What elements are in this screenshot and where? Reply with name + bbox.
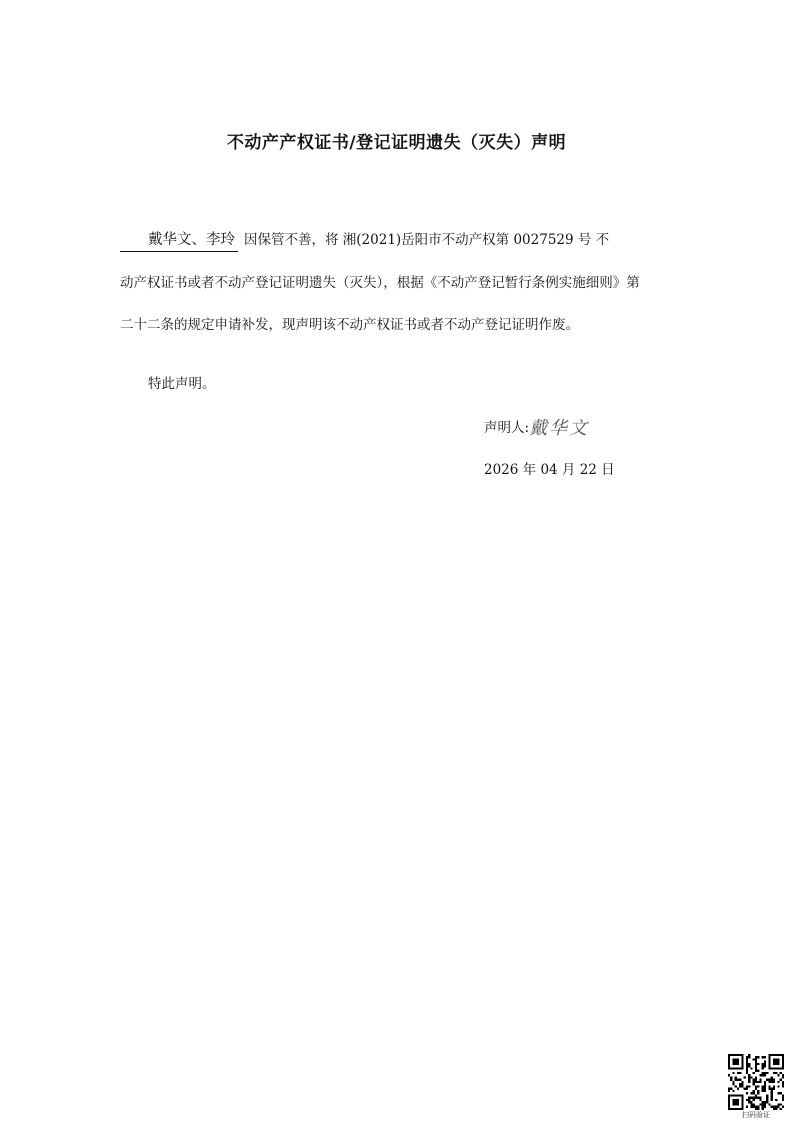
statement-line-2: 动产权证书或者不动产登记证明遗失（灭失），根据《不动产登记暂行条例实施细则》第 (120, 275, 640, 291)
document-title: 不动产产权证书/登记证明遗失（灭失）声明 (226, 133, 567, 153)
statement-line-1-text: 因保管不善，将 湘(2021)岳阳市不动产权第 0027529 号 不 (244, 232, 610, 248)
declarant-names: 戴华文、李玲 (120, 229, 238, 252)
statement-line-3: 二十二条的规定申请补发，现声明该不动产权证书或者不动产登记证明作废。 (120, 317, 579, 333)
signature-date: 2026 年 04 月 22 日 (484, 462, 615, 478)
signature-label: 声明人: (484, 420, 530, 436)
signature-line (484, 414, 589, 440)
qr-code-icon (728, 1054, 784, 1110)
closing-text: 特此声明。 (148, 376, 216, 392)
statement-line-1 (120, 229, 680, 252)
qr-caption: 扫码验证 (742, 1111, 770, 1119)
handwritten-signature: 戴华文 (529, 418, 590, 439)
